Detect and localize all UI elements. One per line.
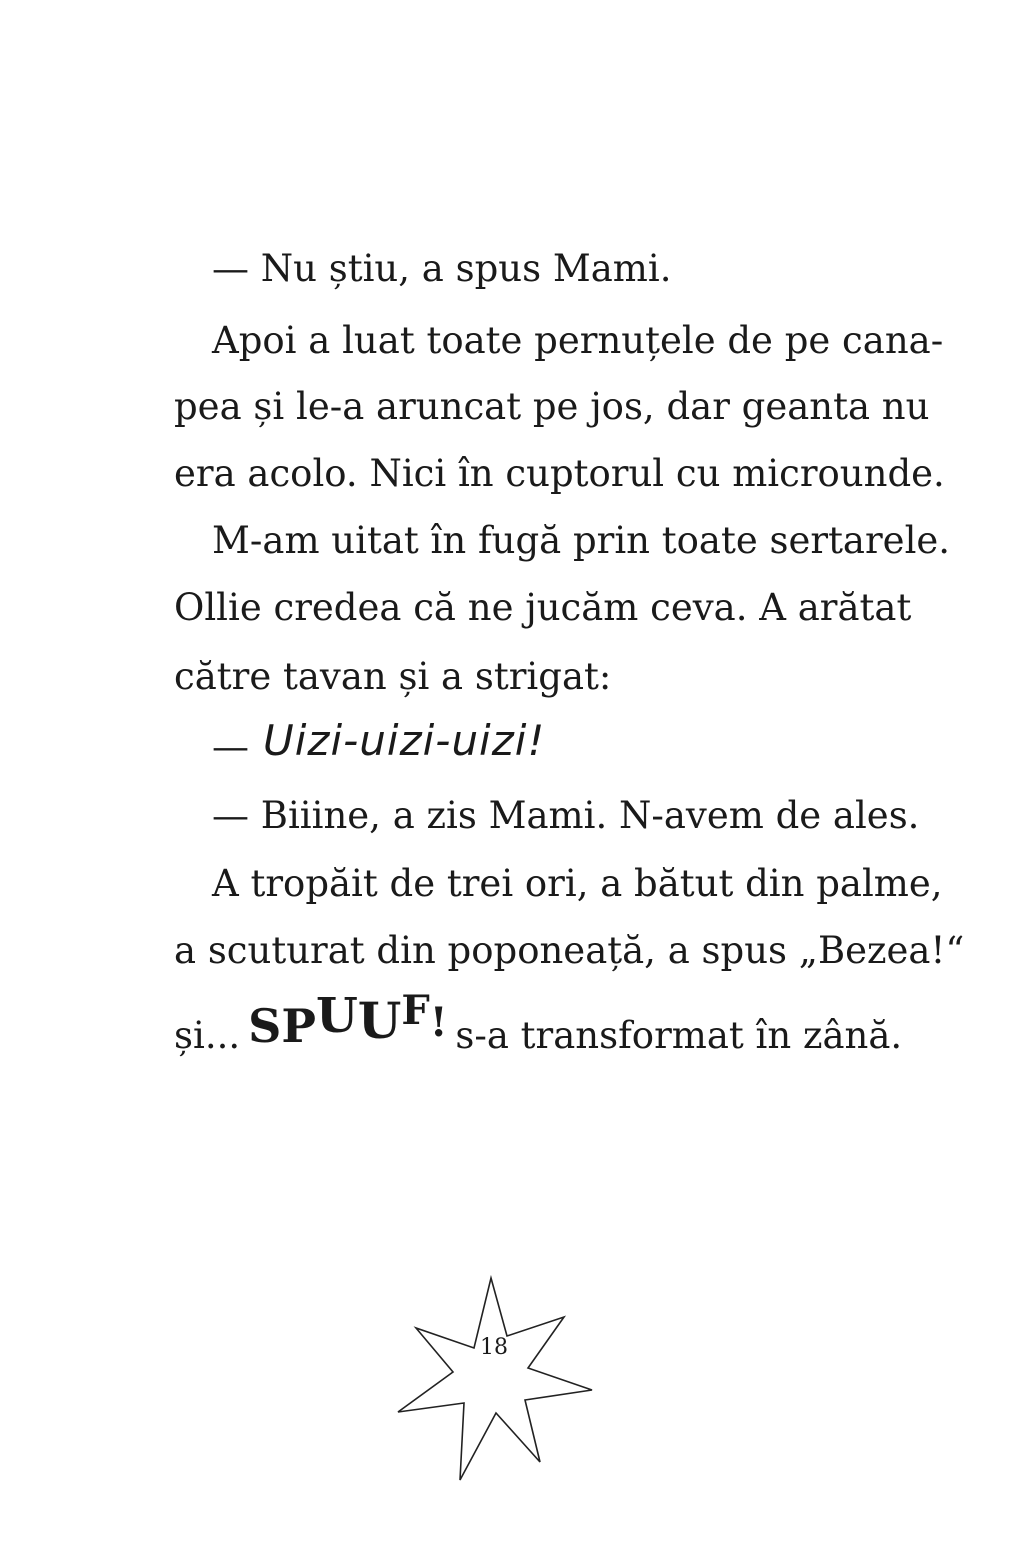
paragraph-text: A tropăit de trei ori, a bătut din palme, <box>212 862 943 905</box>
paragraph-text: Ollie credea că ne jucăm ceva. A arătat <box>174 586 912 629</box>
paragraph-text: și... <box>174 1014 241 1057</box>
dialogue-text: — Biiine, a zis Mami. N-avem de ales. <box>212 794 920 837</box>
text-line <box>212 794 920 837</box>
sound-effect-text <box>248 987 448 1053</box>
text-line <box>174 655 854 698</box>
text-line <box>212 519 951 562</box>
text-line <box>174 452 945 495</box>
text-line <box>174 586 912 629</box>
sound-letter: ! <box>429 999 448 1046</box>
sound-letter: U <box>357 991 402 1050</box>
paragraph-text: pea și le-a aruncat pe jos, dar geanta nu <box>174 385 930 428</box>
paragraph-text: către tavan și a strigat: <box>174 655 612 698</box>
shout-text: Uizi-uizi-uizi! <box>263 716 546 765</box>
sound-letter: F <box>401 987 430 1034</box>
dialogue-text: — Nu știu, a spus Mami. <box>212 247 672 290</box>
sound-letter: U <box>315 988 358 1044</box>
text-line <box>174 987 903 1057</box>
paragraph-text: a scuturat din poponeață, a spus „Bezea!“ <box>174 929 965 972</box>
dialogue-dash: — <box>212 725 249 768</box>
paragraph-text: era acolo. Nici în cuptorul cu microunde. <box>174 452 945 495</box>
sound-letter: P <box>281 999 316 1053</box>
page-number: 18 <box>480 1335 508 1360</box>
paragraph-text: M-am uitat în fugă prin toate sertarele. <box>212 519 951 562</box>
text-line <box>174 929 965 972</box>
text-line <box>212 247 854 290</box>
text-line <box>212 716 854 768</box>
text-line <box>174 385 930 428</box>
paragraph-text: Apoi a luat toate pernuțele de pe cana- <box>212 319 944 362</box>
paragraph-text: s-a transformat în zână. <box>455 1014 903 1057</box>
star-outline-icon <box>394 1272 594 1487</box>
text-line <box>212 862 943 905</box>
sound-letter: S <box>248 999 282 1053</box>
text-line <box>212 319 944 362</box>
